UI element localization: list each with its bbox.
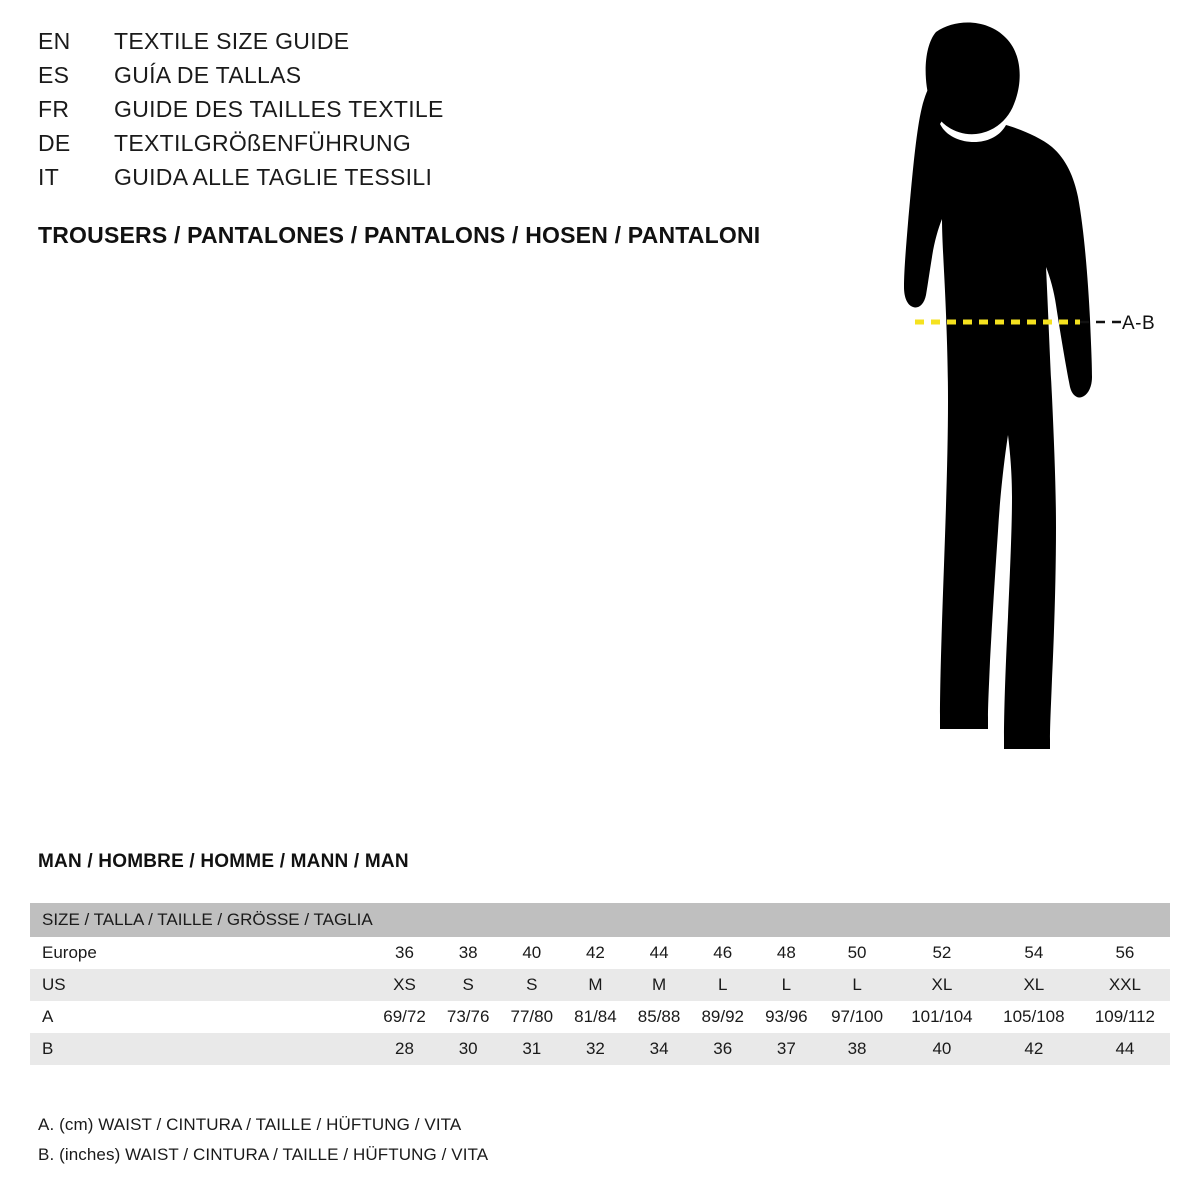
language-row: [38, 28, 798, 62]
table-cell: XS: [373, 969, 437, 1001]
language-text-fr: GUIDE DES TAILLES TEXTILE: [114, 96, 444, 122]
language-code-es: ES: [38, 62, 70, 88]
table-header-cell: [373, 903, 437, 937]
measure-label-ab: A-B: [1122, 313, 1156, 334]
table-cell: 40: [896, 1033, 988, 1065]
table-row: [30, 1033, 1170, 1065]
table-header-cell: [564, 903, 628, 937]
table-cell: M: [627, 969, 691, 1001]
man-silhouette-icon: [885, 22, 1092, 749]
table-cell: 77/80: [500, 1001, 564, 1033]
language-row: [38, 96, 798, 130]
table-cell: L: [818, 969, 896, 1001]
table-cell: 48: [755, 937, 819, 969]
language-row: [38, 62, 798, 96]
table-cell: 73/76: [436, 1001, 500, 1033]
table-cell: XL: [988, 969, 1080, 1001]
language-row: [38, 164, 798, 198]
table-cell: 81/84: [564, 1001, 628, 1033]
table-cell: 38: [436, 937, 500, 969]
table-row: [30, 937, 1170, 969]
language-text-it: GUIDA ALLE TAGLIE TESSILI: [114, 164, 433, 190]
footnote-b: B. (inches) WAIST / CINTURA / TAILLE / HÜFTUNG / VITA: [38, 1145, 489, 1164]
table-cell: 38: [818, 1033, 896, 1065]
table-cell: 40: [500, 937, 564, 969]
table-cell: L: [691, 969, 755, 1001]
table-cell: 44: [1080, 1033, 1170, 1065]
row-label-us: US: [30, 969, 373, 1001]
table-header-cell: [691, 903, 755, 937]
table-cell: 101/104: [896, 1001, 988, 1033]
table-cell: 69/72: [373, 1001, 437, 1033]
table-cell: 50: [818, 937, 896, 969]
table-cell: 93/96: [755, 1001, 819, 1033]
table-header-cell: [500, 903, 564, 937]
table-cell: 44: [627, 937, 691, 969]
row-label-a: A: [30, 1001, 373, 1033]
language-code-de: DE: [38, 130, 71, 156]
row-label-b: B: [30, 1033, 373, 1065]
table-cell: XL: [896, 969, 988, 1001]
body-silhouette-figure: [790, 20, 1190, 810]
language-row: [38, 130, 798, 164]
table-cell: 56: [1080, 937, 1170, 969]
language-text-de: TEXTILGRÖßENFÜHRUNG: [114, 130, 412, 156]
table-row: [30, 969, 1170, 1001]
table-cell: L: [755, 969, 819, 1001]
table-header-cell: [896, 903, 988, 937]
table-cell: S: [500, 969, 564, 1001]
footnote-a: A. (cm) WAIST / CINTURA / TAILLE / HÜFTUNG / VITA: [38, 1115, 462, 1134]
table-cell: 32: [564, 1033, 628, 1065]
table-cell: 30: [436, 1033, 500, 1065]
table-cell: 109/112: [1080, 1001, 1170, 1033]
table-header-cell: [818, 903, 896, 937]
table-cell: S: [436, 969, 500, 1001]
table-cell: M: [564, 969, 628, 1001]
language-text-es: GUÍA DE TALLAS: [114, 62, 302, 88]
table-cell: 54: [988, 937, 1080, 969]
table-header-row: [30, 903, 1170, 937]
table-cell: 36: [691, 1033, 755, 1065]
table-cell: 42: [988, 1033, 1080, 1065]
table-header-cell: [755, 903, 819, 937]
gender-section-label: MAN / HOMBRE / HOMME / MANN / MAN: [38, 851, 409, 872]
size-table: [30, 903, 1170, 1065]
table-header-label: SIZE / TALLA / TAILLE / GRÖSSE / TAGLIA: [30, 903, 373, 937]
table-header-cell: [627, 903, 691, 937]
language-code-fr: FR: [38, 96, 70, 122]
language-code-en: EN: [38, 28, 71, 54]
table-cell: 105/108: [988, 1001, 1080, 1033]
table-cell: 34: [627, 1033, 691, 1065]
table-cell: 28: [373, 1033, 437, 1065]
garment-type-title: TROUSERS / PANTALONES / PANTALONS / HOSEN / PANTALONI: [38, 222, 761, 248]
table-cell: 89/92: [691, 1001, 755, 1033]
table-cell: 42: [564, 937, 628, 969]
table-cell: 36: [373, 937, 437, 969]
language-code-it: IT: [38, 164, 60, 190]
table-header-cell: [436, 903, 500, 937]
table-cell: 85/88: [627, 1001, 691, 1033]
table-header-cell: [988, 903, 1080, 937]
language-title-block: [38, 28, 798, 198]
table-cell: 97/100: [818, 1001, 896, 1033]
footnotes: [38, 1110, 488, 1170]
table-cell: 31: [500, 1033, 564, 1065]
table-cell: 52: [896, 937, 988, 969]
table-cell: 46: [691, 937, 755, 969]
table-cell: 37: [755, 1033, 819, 1065]
row-label-europe: Europe: [30, 937, 373, 969]
table-cell: XXL: [1080, 969, 1170, 1001]
table-header-cell: [1080, 903, 1170, 937]
language-text-en: TEXTILE SIZE GUIDE: [114, 28, 350, 54]
table-row: [30, 1001, 1170, 1033]
